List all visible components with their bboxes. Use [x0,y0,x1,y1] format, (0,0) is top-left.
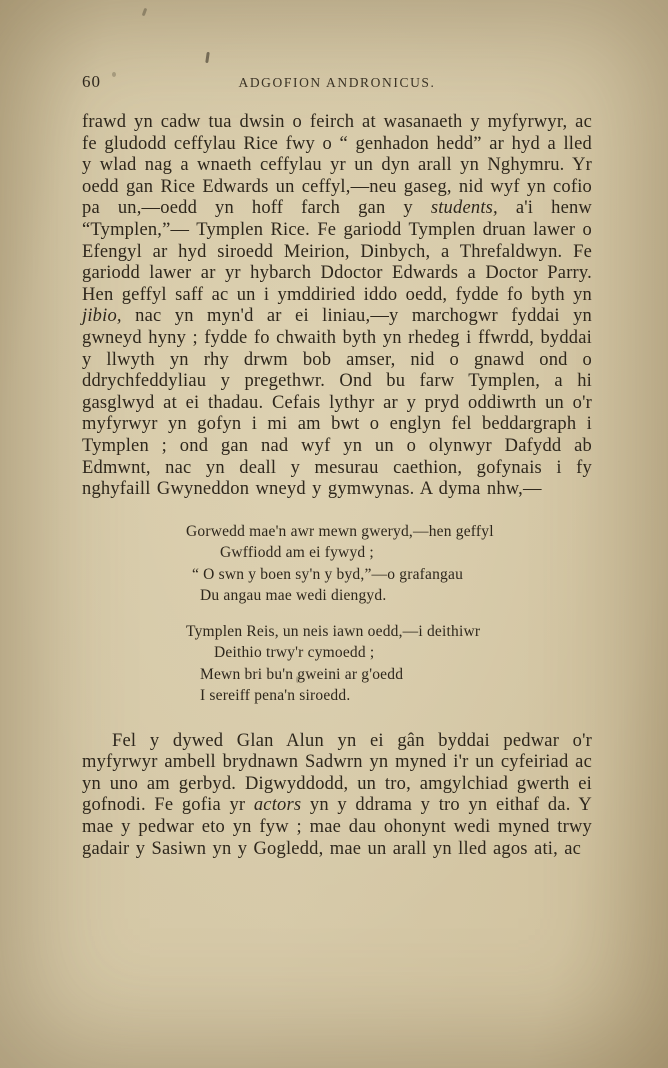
page-number: 60 [82,72,101,91]
running-title: ADGOFION ANDRONICUS. [238,75,436,90]
verse-line: Tymplen Reis, un neis iawn oedd,—i deithiwr [186,622,481,640]
verse-line: Du angau mae wedi diengyd. [200,587,387,605]
verse-line: Gorwedd mae'n awr mewn gweryd,—hen geffyl [186,522,494,540]
page-header [82,72,592,92]
verse-line: “ O swn y boen sy'n y byd,”—o grafangau [192,565,464,583]
verse-line: I sereiff pena'n siroedd. [200,687,351,705]
verse-line: Deithio trwy'r cymoedd ; [214,644,375,662]
verse-line: Gwffiodd am ei fywyd ; [220,544,374,562]
stanza-2 [186,621,592,707]
page-content [82,72,592,860]
paragraph-1: frawd yn cadw tua dwsin o feirch at wasanaeth y myfyrwyr, ac fe gludodd ceffylau Rice fwy o “ genhadon hedd” ar hyd a lled y wlad nag a wnaeth ceffylau yr un dyn arall yn Nghymru. Yr oedd gan Rice Edwards un ceffyl,—neu gaseg, nid wyf yn cofio pa un,—oedd yn hoff farch gan y students, a'i henw “Tymplen,”— Tymplen Rice. Fe gariodd Tymplen druan lawer o Efengyl ar hyd siroedd Meirion, Dinbych, a Threfaldwyn. Fe gariodd lawer ar yr hybarch Ddoctor Edwards a Doctor Parry. Hen geffyl saff ac un i ymddiried iddo oedd, fydde fo byth yn jibio, nac yn myn'd ar ei liniau,—y marchogwr fyddai yn gwneyd hyny ; fydde fo chwaith byth yn rhedeg i ffwrdd, byddai y llwyth yn rhy drwm bob amser, nid o gnawd ond o ddrychfeddyliau y pregethwr. Ond bu farw Tymplen, a hi gasglwyd at ei thadau. Cefais lythyr ar y pryd oddiwrth un o'r myfyrwyr yn gofyn i mi am bwt o englyn fel beddargraph i Tymplen ; ond gan nad wyf yn un o olynwyr Dafydd ab Edmwnt, nac yn deall y mesurau caethion, gofynais i fy nghyfaill Gwyneddon wneyd y gymwynas. A dyma nhw,— [82,112,592,500]
stanza-1 [186,521,592,607]
paragraph-2: Fel y dywed Glan Alun yn ei gân byddai pedwar o'r myfyrwyr ambell brydnawn Sadwrn yn myned i'r un cyfeiriad ac yn uno am gerbyd. Digwyddodd, un tro, amgylchiad gwerth ei gofnodi. Fe gofia yr actors yn y ddrama y tro yn eithaf da. Y mae y pedwar eto yn fyw ; mae dau ohonynt wedi myned trwy gadair y Sasiwn yn y Gogledd, mae un arall yn lled agos ati, ac [82,730,592,859]
ink-speck [205,52,210,63]
ink-speck [142,8,148,17]
verse-line: Mewn bri bu'n gweini ar g'oedd [200,665,404,683]
